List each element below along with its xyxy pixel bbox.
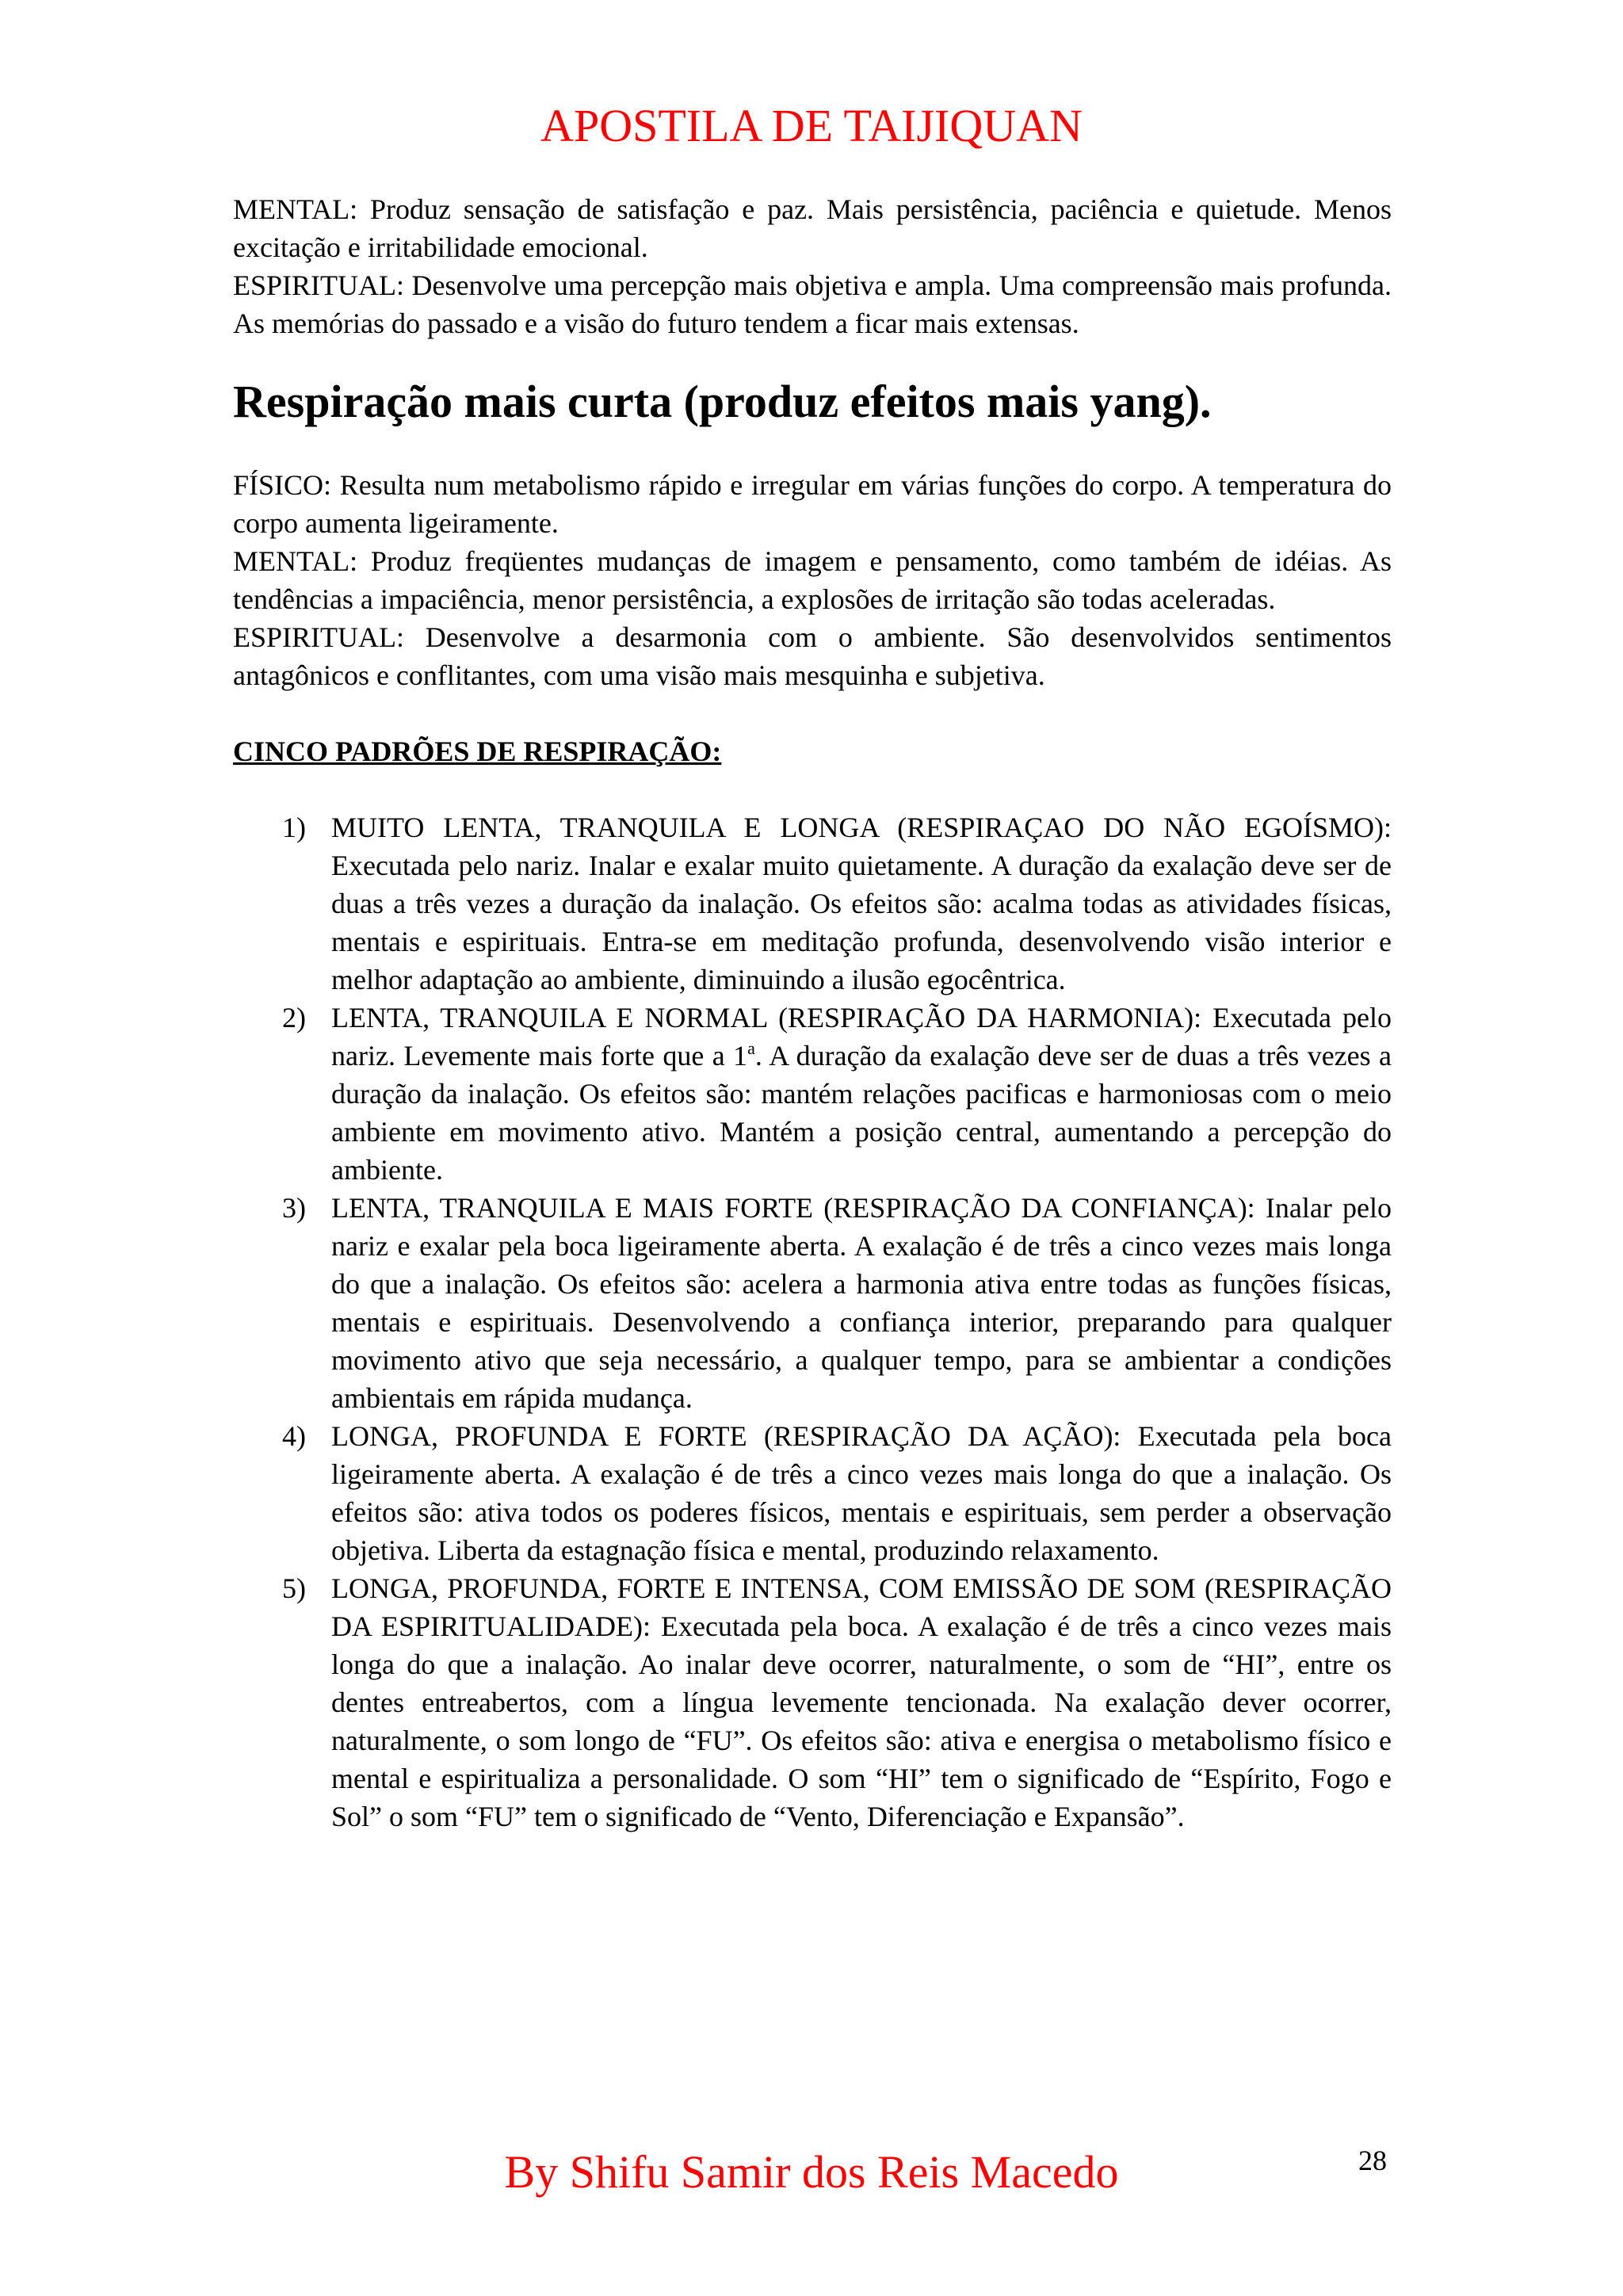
page-footer-author: By Shifu Samir dos Reis Macedo: [504, 2146, 1119, 2198]
short-breathing-physical-paragraph: FÍSICO: Resulta num metabolismo rápido e irregular em várias funções do corpo. A temperatura do corpo aumenta ligeiramente.: [233, 469, 1392, 539]
intro-spiritual-paragraph: ESPIRITUAL: Desenvolve uma percepção mais objetiva e ampla. Uma compreensão mais profunda. As memórias do passado e a visão do futuro tendem a ficar mais extensas.: [233, 269, 1392, 339]
short-breathing-mental-paragraph: MENTAL: Produz freqüentes mudanças de imagem e pensamento, como também de idéias. As tendências a impaciência, menor persistência, a explosões de irritação são todas aceleradas.: [233, 545, 1392, 615]
spacer: [233, 694, 1392, 732]
list-item-number: 2): [282, 1002, 306, 1033]
document-body: [233, 190, 1392, 1836]
list-item: [233, 808, 1392, 999]
list-item-text: LONGA, PROFUNDA, FORTE E INTENSA, COM EMISSÃO DE SOM (RESPIRAÇÃO DA ESPIRITUALIDADE): Executada pela boca. A exalação é de três a cinco vezes mais longa do que a inalação. Ao inalar deve ocorrer, naturalmente, o som de “HI”, entre os dentes entreabertos, com a língua levemente tencionada. Na exalação dever ocorrer, naturalmente, o som longo de “FU”. Os efeitos são: ativa e energisa o metabolismo físico e mental e espiritualiza a personalidade. O som “HI” tem o significado de “Espírito, Fogo e Sol” o som “FU” tem o significado de “Vento, Diferenciação e Expansão”.: [331, 1572, 1392, 1832]
short-breathing-heading: Respiração mais curta (produz efeitos mais yang).: [233, 376, 1212, 427]
list-item-number: 3): [282, 1192, 306, 1224]
ordinal-superscript: a: [747, 1038, 755, 1058]
list-item: [233, 1189, 1392, 1417]
page-header-title: APOSTILA DE TAIJIQUAN: [540, 100, 1083, 151]
list-item-text: LENTA, TRANQUILA E MAIS FORTE (RESPIRAÇÃO DA CONFIANÇA): Inalar pelo nariz e exalar pela boca ligeiramente aberta. A exalação é de três a cinco vezes mais longa do que a inalação. Os efeitos são: acelera a harmonia ativa entre todas as funções físicas, mentais e espirituais. Desenvolvendo a confiança interior, preparando para qualquer movimento ativo que seja necessário, a qualquer tempo, para se ambientar a condições ambientais em rápida mudança.: [331, 1192, 1392, 1414]
page-number: 28: [1358, 2145, 1387, 2176]
list-item-number: 1): [282, 812, 306, 843]
breathing-patterns-list: [233, 808, 1392, 1836]
list-item-number: 4): [282, 1420, 306, 1452]
list-item-number: 5): [282, 1572, 306, 1604]
list-item: [233, 1569, 1392, 1836]
list-item-text: MUITO LENTA, TRANQUILA E LONGA (RESPIRAÇAO DO NÃO EGOÍSMO): Executada pelo nariz. Inalar e exalar muito quietamente. A duração da exalação deve ser de duas a três vezes a duração da inalação. Os efeitos são: acalma todas as atividades físicas, mentais e espirituais. Entra-se em meditação profunda, desenvolvendo visão interior e melhor adaptação ao ambiente, diminuindo a ilusão egocêntrica.: [331, 812, 1392, 995]
list-item-text-end: . A duração da exalação deve ser de duas a três vezes a duração da inalação. Os efeitos são: mantém relações pacificas e harmoniosas com o meio ambiente em movimento ativo. Mantém a posição central, aumentando a percepção do ambiente.: [331, 1040, 1392, 1186]
list-item: [233, 1417, 1392, 1569]
patterns-section-title: CINCO PADRÕES DE RESPIRAÇÃO:: [233, 735, 722, 767]
list-item: [233, 999, 1392, 1189]
short-breathing-spiritual-paragraph: ESPIRITUAL: Desenvolve a desarmonia com o ambiente. São desenvolvidos sentimentos antagônicos e conflitantes, com uma visão mais mesquinha e subjetiva.: [233, 621, 1392, 691]
spacer: [233, 770, 1392, 808]
list-item-text-start: LENTA, TRANQUILA E NORMAL (RESPIRAÇÃO DA HARMONIA): Executada pelo nariz. Levemente mais forte que a 1: [331, 1002, 1392, 1072]
list-item-text: LONGA, PROFUNDA E FORTE (RESPIRAÇÃO DA AÇÃO): Executada pela boca ligeiramente aberta. A exalação é de três a cinco vezes mais longa do que a inalação. Os efeitos são: ativa todos os poderes físicos, mentais e espirituais, sem perder a observação objetiva. Liberta da estagnação física e mental, produzindo relaxamento.: [331, 1420, 1392, 1566]
intro-mental-paragraph: MENTAL: Produz sensação de satisfação e paz. Mais persistência, paciência e quietude. Menos excitação e irritabilidade emocional.: [233, 193, 1392, 263]
